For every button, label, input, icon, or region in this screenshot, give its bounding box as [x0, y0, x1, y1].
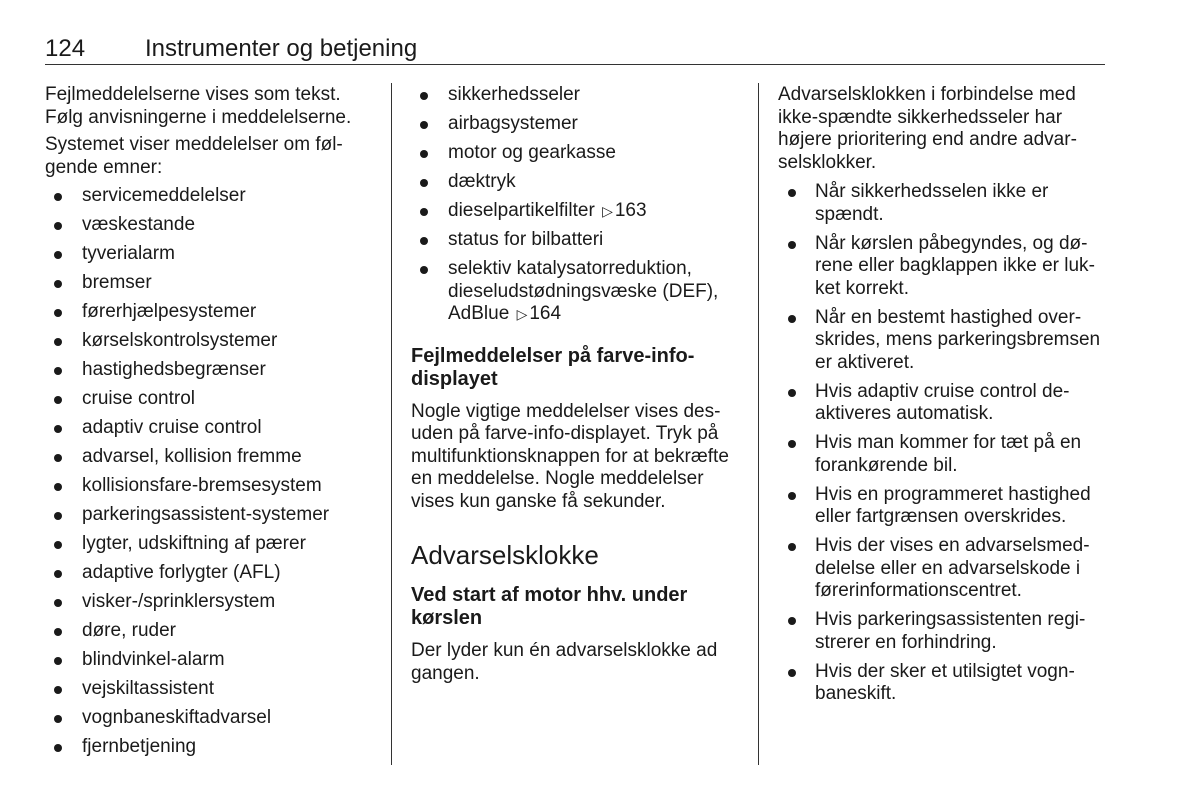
bullet-icon — [788, 617, 796, 625]
list-item: væskestande — [45, 214, 370, 237]
column-3 — [778, 84, 1108, 712]
column-divider-1 — [391, 83, 392, 765]
list-item: Hvis der vises en advarselsmeddelelse eller en advarselskode i førerinformationscentret. — [778, 535, 1108, 603]
bullet-icon — [54, 454, 62, 462]
intro-paragraph: Fejlmeddelelserne vises som tekst. Følg anvisningerne i meddelelserne. — [45, 84, 352, 128]
bullet-icon — [54, 686, 62, 694]
list-item: adaptive forlygter (AFL) — [45, 562, 370, 585]
bullet-icon — [54, 280, 62, 288]
list-item: lygter, udskiftning af pærer — [45, 533, 370, 556]
bullet-icon — [420, 237, 428, 245]
bullet-icon — [54, 628, 62, 636]
bullet-icon — [54, 338, 62, 346]
list-item: Hvis en programmeret hastighed eller fartgrænsen overskrides. — [778, 484, 1108, 529]
page-reference[interactable]: 164 — [529, 303, 562, 324]
list-item: selektiv katalysatorreduktion, dieseludstødningsvæske (DEF), AdBlue ▷ 164 — [411, 258, 746, 326]
bullet-icon — [54, 715, 62, 723]
bullet-icon — [788, 189, 796, 197]
bullet-icon — [54, 425, 62, 433]
message-topics-list-continued — [411, 84, 746, 326]
list-item: adaptiv cruise control — [45, 417, 370, 440]
column-2 — [411, 84, 746, 685]
bullet-icon — [54, 657, 62, 665]
list-item: Når en bestemt hastighed overskrides, mens parkeringsbremsen er aktiveret. — [778, 307, 1108, 375]
list-item: Når sikkerhedsselen ikke er spændt. — [778, 181, 1108, 226]
message-topics-list — [45, 185, 370, 759]
bullet-icon — [54, 367, 62, 375]
page-title: Instrumenter og betjening — [145, 35, 418, 62]
list-item: dæktryk — [411, 171, 746, 194]
bullet-icon — [788, 389, 796, 397]
list-item: blindvinkel-alarm — [45, 649, 370, 672]
list-item: Hvis man kommer for tæt på en forankørende bil. — [778, 432, 1108, 477]
header-rule — [45, 64, 1105, 65]
bullet-icon — [420, 92, 428, 100]
list-item: Hvis der sker et utilsigtet vognbaneskift. — [778, 661, 1108, 706]
bullet-icon — [54, 599, 62, 607]
color-info-paragraph: Nogle vigtige meddelelser vises desuden på farve-info-displayet. Tryk på multifunktionsknappen for at bekræfte en meddelelse. Nogle meddelelser vises kun ganske få sekunder. — [411, 400, 729, 512]
page-reference-icon: ▷ — [516, 306, 528, 322]
bullet-icon — [788, 440, 796, 448]
list-item: sikkerhedsseler — [411, 84, 746, 107]
bullet-icon — [788, 241, 796, 249]
list-item: Hvis adaptiv cruise control deaktiveres automatisk. — [778, 381, 1108, 426]
list-item: cruise control — [45, 388, 370, 411]
page-number: 124 — [45, 35, 86, 62]
list-item: vognbaneskiftadvarsel — [45, 707, 370, 730]
bullet-icon — [420, 208, 428, 216]
list-item: parkeringsassistent-systemer — [45, 504, 370, 527]
list-item: førerhjælpesystemer — [45, 301, 370, 324]
bullet-icon — [420, 179, 428, 187]
bullet-icon — [54, 251, 62, 259]
column-1 — [45, 84, 370, 765]
bullet-icon — [54, 512, 62, 520]
subsection-heading-engine-start: Ved start af motor hhv. under kørslen — [411, 584, 688, 629]
section-heading-warning-chime: Advarselsklokke — [411, 540, 599, 570]
bullet-icon — [420, 266, 428, 274]
bullet-icon — [54, 541, 62, 549]
seatbelt-chime-paragraph: Advarselsklokken i forbindelse med ikke-spændte sikkerhedsseler har højere prioritering end andre advarselsklokker. — [778, 84, 1077, 173]
bullet-icon — [54, 193, 62, 201]
list-item: dieselpartikelfilter ▷ 163 — [411, 200, 746, 223]
bullet-icon — [420, 121, 428, 129]
section-heading-color-info-display: Fejlmeddelelser på farve-infodisplayet — [411, 344, 695, 390]
warning-conditions-list — [778, 181, 1108, 706]
list-item: advarsel, kollision fremme — [45, 446, 370, 469]
bullet-icon — [420, 150, 428, 158]
bullet-icon — [788, 669, 796, 677]
bullet-icon — [788, 543, 796, 551]
bullet-icon — [54, 222, 62, 230]
page-header — [45, 34, 1105, 64]
bullet-icon — [54, 309, 62, 317]
list-item: tyverialarm — [45, 243, 370, 266]
list-item: hastighedsbegrænser — [45, 359, 370, 382]
list-item: kollisionsfare-bremsesystem — [45, 475, 370, 498]
page-reference-icon: ▷ — [602, 203, 613, 219]
list-item: servicemeddelelser — [45, 185, 370, 208]
list-item: motor og gearkasse — [411, 142, 746, 165]
list-item: døre, ruder — [45, 620, 370, 643]
list-item: kørselskontrolsystemer — [45, 330, 370, 353]
bullet-icon — [54, 744, 62, 752]
list-item: airbagsystemer — [411, 113, 746, 136]
topics-intro-paragraph: Systemet viser meddelelser om følgende emner: — [45, 134, 343, 178]
list-item: fjernbetjening — [45, 736, 370, 759]
bullet-icon — [788, 315, 796, 323]
column-divider-2 — [758, 83, 759, 765]
list-item: status for bilbatteri — [411, 229, 746, 252]
warning-chime-paragraph: Der lyder kun én advarselsklokke ad gangen. — [411, 640, 718, 684]
list-item: bremser — [45, 272, 370, 295]
bullet-icon — [54, 396, 62, 404]
bullet-icon — [54, 570, 62, 578]
list-item: visker-/sprinklersystem — [45, 591, 370, 614]
list-item: vejskiltassistent — [45, 678, 370, 701]
list-item: Når kørslen påbegyndes, og dørene eller bagklappen ikke er lukket korrekt. — [778, 233, 1108, 301]
bullet-icon — [788, 492, 796, 500]
list-item: Hvis parkeringsassistenten registrerer en forhindring. — [778, 609, 1108, 654]
page-reference[interactable]: 163 — [614, 200, 647, 221]
bullet-icon — [54, 483, 62, 491]
